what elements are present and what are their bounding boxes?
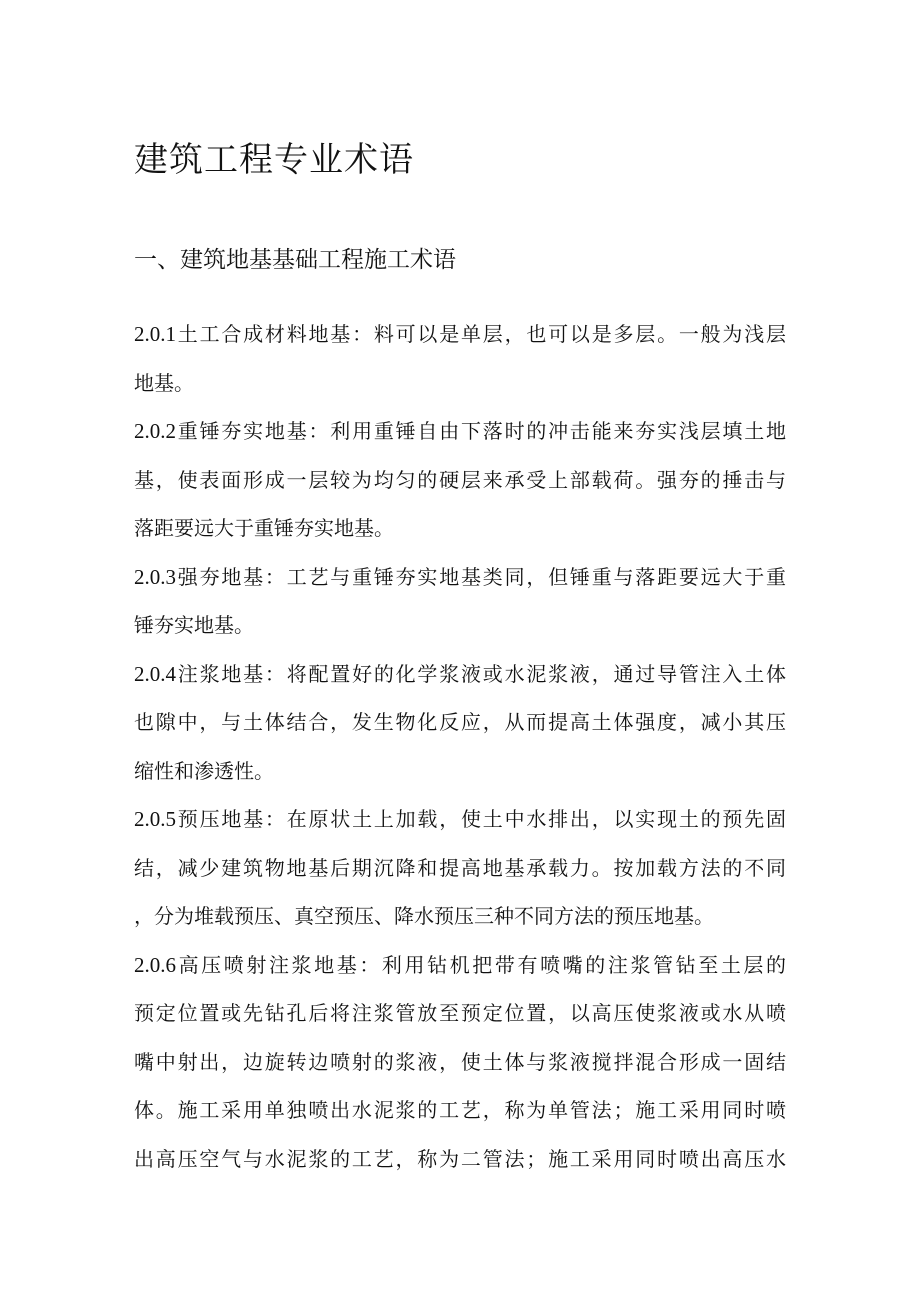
term-paragraph xyxy=(134,310,786,407)
term-text: 预定位置或先钻孔后将注浆管放至预定位置，以高压使浆液或水从喷 xyxy=(134,1001,786,1025)
term-line xyxy=(134,892,786,941)
document-title: 建筑工程专业术语 xyxy=(134,140,414,180)
term-text: 体。施工采用单独喷出水泥浆的工艺，称为单管法；施工采用同时喷 xyxy=(134,1098,786,1122)
term-line xyxy=(134,456,786,505)
term-code: 2.0.6 xyxy=(134,952,176,977)
term-line xyxy=(134,1086,786,1135)
term-line xyxy=(134,310,786,359)
term-line xyxy=(134,407,786,456)
term-paragraph xyxy=(134,407,786,553)
term-text: 高压喷射注浆地基：利用钻机把带有喷嘴的注浆管钻至土层的 xyxy=(176,952,786,977)
section-heading: 一、建筑地基基础工程施工术语 xyxy=(134,247,456,273)
term-line xyxy=(134,553,786,602)
term-line xyxy=(134,941,786,990)
term-text: 重锤夯实地基：利用重锤自由下落时的冲击能来夯实浅层填土地 xyxy=(176,419,786,443)
term-paragraph xyxy=(134,795,786,941)
term-line xyxy=(134,747,786,796)
term-line xyxy=(134,1135,786,1184)
term-text: ，分为堆载预压、真空预压、降水预压三种不同方法的预压地基。 xyxy=(134,904,714,928)
term-paragraph xyxy=(134,941,786,1184)
term-code: 2.0.3 xyxy=(134,564,176,589)
term-code: 2.0.4 xyxy=(134,661,176,686)
term-paragraph xyxy=(134,650,786,796)
term-line xyxy=(134,795,786,844)
term-line xyxy=(134,844,786,893)
term-text: 地基。 xyxy=(134,370,194,395)
term-text: 基，使表面形成一层较为均匀的硬层来承受上部载荷。强夯的捶击与 xyxy=(134,467,786,492)
term-code: 2.0.1 xyxy=(134,322,176,346)
term-text: 结，减少建筑物地基后期沉降和提高地基承载力。按加载方法的不同 xyxy=(134,855,786,880)
term-line xyxy=(134,601,786,650)
term-text: 土工合成材料地基：料可以是单层，也可以是多层。一般为浅层 xyxy=(176,322,786,346)
term-paragraph xyxy=(134,553,786,650)
term-line xyxy=(134,504,786,553)
term-line xyxy=(134,989,786,1038)
term-text: 落距要远大于重锤夯实地基。 xyxy=(134,516,394,540)
term-text: 锤夯实地基。 xyxy=(134,613,254,637)
term-line xyxy=(134,650,786,699)
term-code: 2.0.5 xyxy=(134,807,176,831)
term-code: 2.0.2 xyxy=(134,419,176,443)
term-text: 预压地基：在原状土上加载，使土中水排出，以实现土的预先固 xyxy=(176,807,786,831)
term-text: 强夯地基：工艺与重锤夯实地基类同，但锤重与落距要远大于重 xyxy=(176,564,786,589)
term-line xyxy=(134,698,786,747)
term-text: 缩性和渗透性。 xyxy=(134,758,274,783)
term-text: 注浆地基：将配置好的化学浆液或水泥浆液，通过导管注入土体 xyxy=(176,661,786,686)
term-text: 也隙中，与土体结合，发生物化反应，从而提高土体强度，减小其压 xyxy=(134,710,786,734)
term-line xyxy=(134,1038,786,1087)
term-text: 出高压空气与水泥浆的工艺，称为二管法；施工采用同时喷出高压水 xyxy=(134,1146,786,1171)
term-text: 嘴中射出，边旋转边喷射的浆液，使土体与浆液搅拌混合形成一固结 xyxy=(134,1049,786,1074)
terms-list xyxy=(134,310,786,1183)
term-line xyxy=(134,359,786,408)
